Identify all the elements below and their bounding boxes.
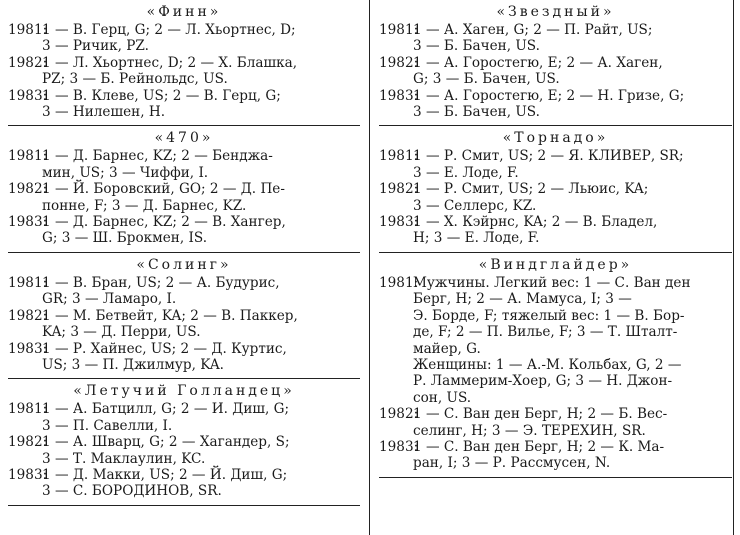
result-year: 1983:: [8, 87, 48, 104]
result-year: 1982:: [8, 307, 48, 324]
result-entry: [8, 341, 360, 374]
result-year: 1981:: [8, 274, 48, 291]
result-text-line: 1 — Х. Кэйрнс, KA; 2 — В. Бладел,: [413, 214, 658, 231]
result-text-line: KA; 3 — Д. Перри, US.: [42, 324, 201, 341]
result-text-line: 3 — П. Савелли, I.: [42, 417, 173, 434]
result-text-line: де, F; 2 — П. Вилье, F; 3 — Т. Шталт-: [413, 324, 678, 341]
class-title: «Солинг»: [136, 256, 232, 273]
result-year: 1983:: [379, 87, 419, 104]
result-text-line: 3 — Нилешен, H.: [42, 104, 166, 121]
class-section: [379, 126, 732, 252]
class-title: «Звездный»: [496, 4, 615, 20]
result-entry: [379, 181, 732, 214]
result-text-line: Женщины: 1 — А.-М. Кольбах, G, 2 —: [413, 356, 682, 373]
result-text-line: 1 — А. Горостегю, E; 2 — А. Хаген,: [413, 54, 663, 71]
result-text-line: 1 — Р. Смит, US; 2 — Льюис, KA;: [413, 181, 649, 198]
result-text-line: US; 3 — П. Джилмур, KA.: [42, 356, 224, 373]
section-divider: [379, 477, 732, 478]
result-text-line: сон, US.: [413, 389, 472, 406]
result-text-line: 1 — Л. Хьортнес, D; 2 — Х. Блашка,: [42, 54, 298, 71]
class-section: [8, 379, 360, 505]
result-text-line: 1 — М. Бетвейт, KA; 2 — В. Паккер,: [42, 307, 298, 324]
result-year: 1981:: [8, 401, 48, 418]
result-text-line: 3 — Селлерс, KZ.: [413, 197, 537, 214]
result-year: 1982:: [379, 54, 419, 71]
result-text-line: 1 — А. Шварц, G; 2 — Хагандер, S;: [42, 434, 290, 451]
result-text-line: 3 — Ричик, PZ.: [42, 38, 149, 55]
result-entry: [379, 22, 732, 55]
result-text-line: G; 3 — Б. Бачен, US.: [413, 71, 560, 88]
result-year: 1982:: [379, 406, 419, 423]
result-text-line: 1 — Р. Смит, US; 2 — Я. КЛИВЕР, SR;: [413, 148, 684, 165]
result-year: 1982:: [8, 434, 48, 451]
result-entry: [379, 406, 732, 439]
result-text-line: 1 — В. Клеве, US; 2 — В. Герц, G;: [42, 87, 281, 104]
result-entry: [379, 88, 732, 121]
result-entry: [8, 401, 360, 434]
result-text-line: 1 — А. Батцилл, G; 2 — И. Диш, G;: [42, 401, 290, 418]
result-entry: [379, 148, 732, 181]
result-year: 1981:: [379, 22, 419, 38]
class-title: «Виндглайдер»: [478, 256, 633, 273]
class-title: «Финн»: [146, 4, 222, 20]
section-divider: [8, 505, 360, 506]
result-text-line: PZ; 3 — Б. Рейнольдс, US.: [42, 71, 228, 88]
result-year: 1981:: [8, 148, 48, 165]
result-entry: [8, 181, 360, 214]
result-text-line: G; 3 — Ш. Брокмен, IS.: [42, 230, 208, 247]
result-text-line: 1 — Р. Хайнес, US; 2 — Д. Куртис,: [42, 340, 287, 357]
result-text-line: мин, US; 3 — Чиффи, I.: [42, 164, 209, 181]
result-year: 1982:: [379, 181, 419, 198]
result-text-line: 1 — Д. Макки, US; 2 — Й. Диш, G;: [42, 466, 288, 483]
column-divider-left: [369, 0, 370, 535]
result-entry: [8, 22, 360, 55]
result-year: 1981:: [379, 274, 419, 291]
result-entry: [8, 148, 360, 181]
result-text-line: 1 — С. Ван ден Берг, H; 2 — Б. Вес-: [413, 406, 668, 423]
result-entry: [8, 467, 360, 500]
result-text-line: 1 — В. Герц, G; 2 — Л. Хьортнес, D;: [42, 22, 296, 38]
result-entry: [8, 214, 360, 247]
result-entry: [379, 439, 732, 472]
result-text-line: 3 — Е. Лоде, F.: [413, 164, 519, 181]
class-section: [379, 253, 732, 478]
class-section: [8, 126, 360, 252]
column-divider-right: [733, 0, 734, 535]
result-year: 1983:: [379, 214, 419, 231]
result-text-line: 1 — Й. Боровский, GO; 2 — Д. Пе-: [42, 181, 285, 198]
result-text-line: 1 — Д. Барнес, KZ; 2 — В. Хангер,: [42, 214, 286, 231]
result-text-line: Мужчины. Легкий вес: 1 — С. Ван ден: [413, 274, 691, 291]
result-text-line: 1 — А. Хаген, G; 2 — П. Райт, US;: [413, 22, 653, 38]
class-title: «470»: [154, 130, 214, 147]
class-title: «Летучий Голландец»: [73, 383, 295, 400]
result-text-line: Берг, H; 2 — А. Мамуса, I; 3 —: [413, 291, 632, 308]
result-text-line: H; 3 — Е. Лоде, F.: [413, 230, 540, 247]
result-text-line: 1 — А. Горостегю, E; 2 — Н. Гризе, G;: [413, 87, 685, 104]
result-entry: [8, 55, 360, 88]
result-text-line: 1 — С. Ван ден Берг, H; 2 — К. Ма-: [413, 438, 665, 455]
right-column: [379, 0, 732, 535]
result-text-line: 3 — Б. Бачен, US.: [413, 104, 540, 121]
result-text-line: 3 — Б. Бачен, US.: [413, 38, 540, 55]
class-title: «Торнадо»: [502, 130, 609, 147]
result-year: 1982:: [8, 54, 48, 71]
result-text-line: 3 — С. БОРОДИНОВ, SR.: [42, 483, 222, 500]
result-year: 1981:: [8, 22, 48, 38]
result-entry: [379, 275, 732, 406]
result-entry: [8, 308, 360, 341]
result-year: 1983:: [8, 340, 48, 357]
result-year: 1983:: [8, 466, 48, 483]
result-entry: [379, 214, 732, 247]
result-text-line: GR; 3 — Ламаро, I.: [42, 291, 177, 308]
result-text-line: Р. Ламмерим-Хоер, G; 3 — Н. Джон-: [413, 373, 673, 390]
result-entry: [379, 55, 732, 88]
class-section: [8, 0, 360, 126]
result-text-line: 1 — В. Бран, US; 2 — А. Будурис,: [42, 274, 280, 291]
result-text-line: понне, F; 3 — Д. Барнес, KZ.: [42, 197, 247, 214]
result-text-line: селинг, H; 3 — Э. ТЕРЕХИН, SR.: [413, 422, 646, 439]
result-year: 1981:: [379, 148, 419, 165]
result-text-line: майер, G.: [413, 340, 481, 357]
result-year: 1982:: [8, 181, 48, 198]
result-entry: [8, 434, 360, 467]
result-entry: [8, 275, 360, 308]
result-text-line: ран, I; 3 — Р. Рассмусен, N.: [413, 455, 611, 472]
result-text-line: Э. Борде, F; тяжелый вес: 1 — В. Бор-: [413, 307, 685, 324]
result-year: 1983:: [8, 214, 48, 231]
left-column: [8, 0, 360, 535]
result-text-line: 3 — Т. Маклаулин, KC.: [42, 450, 206, 467]
class-section: [8, 253, 360, 379]
result-year: 1983:: [379, 438, 419, 455]
class-section: [379, 0, 732, 126]
result-text-line: 1 — Д. Барнес, KZ; 2 — Бенджа-: [42, 148, 273, 165]
result-entry: [8, 88, 360, 121]
